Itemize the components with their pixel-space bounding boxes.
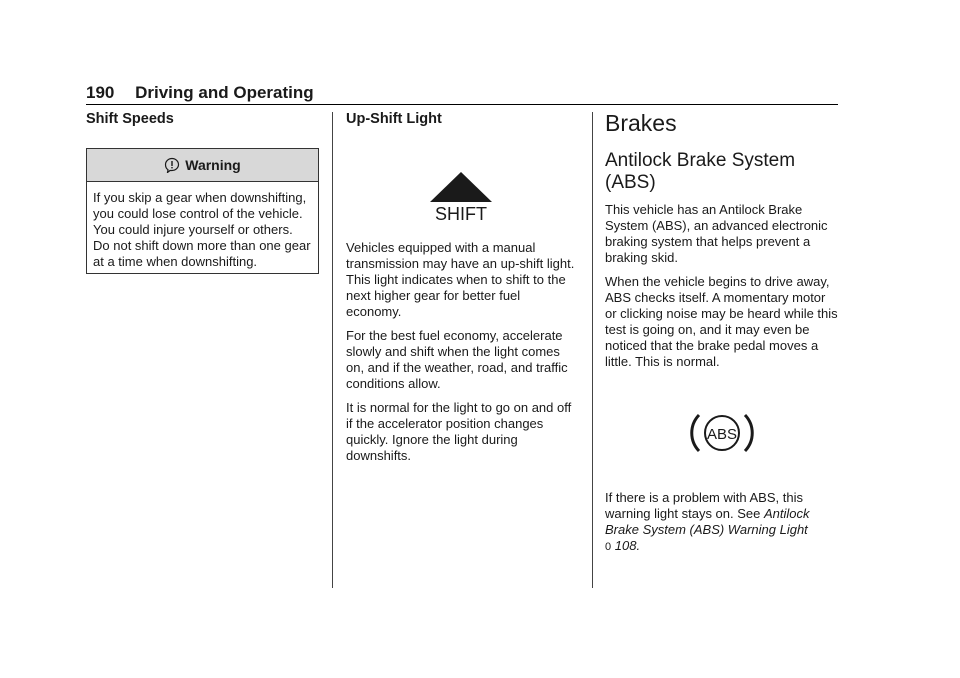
- column-divider-1: [332, 112, 333, 588]
- upshift-paragraph-2: For the best fuel economy, accelerate slowly and shift when the light comes on, and if the weather, road, and traffic conditions allow.: [346, 328, 568, 391]
- abs-final-paragraph: [605, 490, 840, 555]
- shift-indicator-icon: [430, 172, 492, 222]
- upshift-paragraph-1: Vehicles equipped with a manual transmission may have an up-shift light. This light indicates when to shift to the next higher gear for better fuel economy.: [346, 240, 575, 319]
- column-upshift-light: [346, 110, 578, 472]
- abs-warning-icon: [689, 410, 755, 456]
- abs-subheading: Antilock Brake System (ABS): [605, 150, 796, 193]
- warning-header: [87, 149, 318, 182]
- page-header: [86, 82, 838, 105]
- abs-reference-page[interactable]: 108.: [614, 538, 641, 553]
- abs-paragraph-2: When the vehicle begins to drive away, ABS checks itself. A momentary motor or clicking noise may be heard while this test is going on, and it may even be noticed that the brake pedal moves a little. This is normal.: [605, 274, 838, 369]
- upshift-heading: Up-Shift Light: [346, 111, 442, 127]
- column-brakes: [605, 110, 840, 563]
- brakes-title: Brakes: [605, 110, 677, 136]
- abs-reference-link[interactable]: Antilock Brake System (ABS) Warning Light: [605, 506, 810, 537]
- column-divider-2: [592, 112, 593, 588]
- abs-icon-label: ABS: [706, 426, 738, 443]
- warning-box: [86, 148, 319, 274]
- abs-paragraph-1: This vehicle has an Antilock Brake System (ABS), an advanced electronic braking system that helps prevent a braking skid.: [605, 202, 828, 265]
- column-shift-speeds: [86, 110, 319, 274]
- warning-text: If you skip a gear when downshifting, you could lose control of the vehicle. You could injure yourself or others. Do not shift down more than one gear at a time when downshifting.: [93, 190, 311, 269]
- page-reference-icon: 0: [605, 541, 612, 553]
- upshift-paragraph-3: It is normal for the light to go on and off if the accelerator position changes quickly. Ignore the light during downshifts.: [346, 400, 572, 463]
- warning-icon: [164, 157, 180, 173]
- warning-title: Warning: [185, 157, 241, 173]
- shift-speeds-heading: Shift Speeds: [86, 111, 174, 127]
- section-title: Driving and Operating: [135, 83, 314, 102]
- page-number: 190: [86, 83, 115, 102]
- abs-final-text: If there is a problem with ABS, this warning light stays on. See: [605, 490, 803, 521]
- shift-icon-label: SHIFT: [435, 204, 487, 222]
